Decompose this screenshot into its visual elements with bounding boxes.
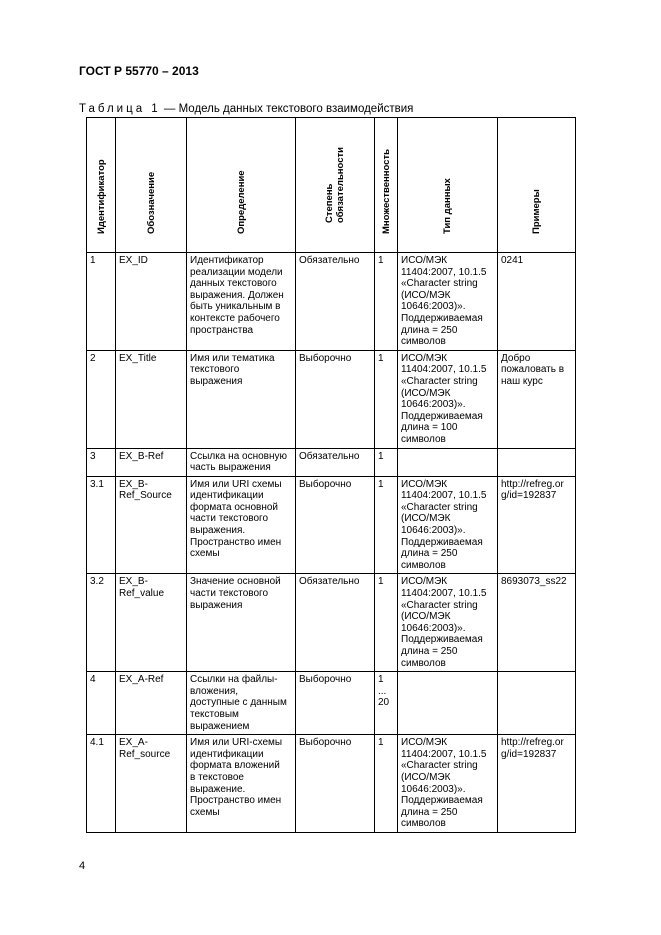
cell-designation: [116, 350, 187, 448]
column-header-datatype: [398, 118, 498, 253]
cell-datatype-line: символов: [401, 657, 446, 669]
cell-datatype-line: 10646:2003)».: [401, 301, 466, 313]
column-header-line: Обозначение: [145, 171, 157, 234]
cell-examples-line: http://refreg.or: [501, 478, 564, 490]
cell-multiplicity: [375, 476, 398, 574]
cell-multiplicity: [375, 574, 398, 672]
cell-datatype-line: длина = 250: [401, 324, 458, 336]
cell-designation-line: EX_ID: [119, 255, 148, 266]
cell-obligation: Выборочно: [296, 735, 375, 833]
column-header-line: Множественность: [380, 149, 392, 234]
cell-datatype-line: «Character string: [401, 375, 478, 387]
column-header-line: Примеры: [531, 189, 542, 234]
cell-multiplicity-line: 1: [378, 478, 384, 490]
column-header-examples: [498, 118, 576, 253]
cell-examples: [498, 574, 576, 672]
document-header: ГОСТ Р 55770 – 2013: [79, 64, 199, 78]
column-header-line: Определение: [235, 170, 247, 234]
table-row: [87, 735, 576, 833]
cell-examples: [498, 672, 576, 735]
cell-definition-line: Ссылки на файлы-: [190, 674, 278, 686]
cell-obligation: Выборочно: [296, 350, 375, 448]
cell-definition-line: пространства: [190, 324, 254, 336]
cell-multiplicity-line: 1: [378, 737, 384, 749]
cell-multiplicity-line: ...: [378, 685, 387, 697]
cell-examples-line: 8693073_ss22: [501, 576, 567, 588]
cell-definition-line: выражения: [190, 599, 243, 611]
cell-definition-line: части текстового: [190, 588, 269, 600]
cell-datatype-line: Поддерживаемая: [401, 312, 483, 324]
cell-definition-line: выражением: [190, 720, 250, 732]
cell-datatype-line: символов: [401, 559, 446, 571]
table-row: [87, 574, 576, 672]
cell-definition-line: Имя или URI-схемы: [190, 737, 283, 749]
cell-examples-line: Добро: [501, 352, 531, 364]
cell-datatype-line: 10646:2003)».: [401, 525, 466, 537]
cell-examples: [498, 448, 576, 476]
cell-datatype-line: 10646:2003)».: [401, 622, 466, 634]
column-header-label: [531, 189, 542, 234]
cell-datatype-line: 10646:2003)».: [401, 399, 466, 411]
table-row: [87, 672, 576, 735]
cell-definition-line: выражение.: [190, 783, 246, 795]
cell-datatype: [398, 574, 498, 672]
cell-definition: [187, 672, 296, 735]
cell-definition-line: Значение основной: [190, 576, 281, 588]
cell-datatype-line: 10646:2003)».: [401, 783, 466, 795]
cell-examples-line: g/id=192837: [501, 748, 557, 760]
cell-examples-line: 0241: [501, 255, 524, 266]
cell-definition-line: Имя или URI схемы: [190, 478, 282, 490]
cell-datatype-line: (ИСО/МЭК: [401, 771, 451, 783]
cell-definition: [187, 574, 296, 672]
cell-definition: [187, 476, 296, 574]
cell-designation-line: Ref_Source: [119, 490, 172, 502]
cell-designation-line: Ref_value: [119, 588, 165, 600]
cell-identifier: 3: [87, 448, 116, 476]
cell-definition-line: текстовым: [190, 708, 239, 720]
table-row: [87, 350, 576, 448]
cell-definition-line: идентификации: [190, 490, 264, 502]
cell-examples: [498, 476, 576, 574]
cell-datatype-line: «Character string: [401, 760, 478, 772]
cell-definition-line: Идентификатор: [190, 255, 264, 266]
cell-multiplicity-line: 1: [378, 255, 384, 266]
cell-datatype-line: ИСО/МЭК: [401, 478, 448, 490]
cell-designation-line: EX_Title: [119, 352, 157, 364]
cell-datatype-line: (ИСО/МЭК: [401, 513, 451, 525]
cell-definition-line: выражения: [190, 375, 243, 387]
cell-datatype-line: Поддерживаемая: [401, 536, 483, 548]
cell-designation: [116, 448, 187, 476]
cell-definition-line: Ссылка на основную: [190, 450, 288, 462]
cell-datatype-line: символов: [401, 818, 446, 830]
column-header-line: Тип данных: [442, 178, 453, 234]
cell-datatype-line: ИСО/МЭК: [401, 255, 448, 266]
cell-datatype: [398, 350, 498, 448]
cell-multiplicity: [375, 350, 398, 448]
table-row: [87, 253, 576, 351]
cell-designation: [116, 476, 187, 574]
cell-datatype-line: 11404:2007, 10.1.5: [401, 588, 487, 600]
cell-designation-line: EX_A-: [119, 737, 148, 749]
cell-obligation: Обязательно: [296, 448, 375, 476]
cell-definition-line: быть уникальным в: [190, 301, 281, 313]
column-header-label: [324, 147, 346, 223]
cell-datatype-line: 11404:2007, 10.1.5: [401, 364, 487, 376]
column-header-identifier: [87, 118, 116, 253]
cell-datatype-line: (ИСО/МЭК: [401, 611, 451, 623]
cell-identifier: 3.2: [87, 574, 116, 672]
cell-datatype-line: Поддерживаемая: [401, 795, 483, 807]
cell-multiplicity-line: 20: [378, 697, 390, 709]
cell-obligation: Обязательно: [296, 574, 375, 672]
cell-datatype-line: символов: [401, 336, 446, 348]
cell-obligation: Выборочно: [296, 672, 375, 735]
cell-datatype-line: «Character string: [401, 278, 478, 290]
cell-definition-line: выражения.: [190, 525, 246, 537]
cell-definition-line: контексте рабочего: [190, 312, 280, 324]
column-header-label: [96, 159, 107, 234]
table-caption-title: — Модель данных текстового взаимодействия: [163, 103, 414, 115]
cell-definition: [187, 735, 296, 833]
cell-definition: [187, 350, 296, 448]
cell-datatype: [398, 253, 498, 351]
cell-definition-line: вложения,: [190, 685, 239, 697]
cell-datatype-line: Поддерживаемая: [401, 634, 483, 646]
cell-multiplicity: [375, 253, 398, 351]
cell-examples: [498, 350, 576, 448]
cell-designation-line: EX_B-: [119, 576, 148, 588]
column-header-definition: [187, 118, 296, 253]
cell-datatype: [398, 735, 498, 833]
cell-examples-line: наш курс: [501, 375, 543, 387]
column-header-line: обязательности: [335, 147, 346, 223]
cell-datatype-line: 11404:2007, 10.1.5: [401, 748, 487, 760]
cell-definition-line: текстового: [190, 364, 240, 376]
table-caption: [79, 103, 413, 115]
page-number: 4: [79, 860, 86, 872]
cell-definition-line: Имя или тематика: [190, 352, 275, 364]
cell-multiplicity: [375, 448, 398, 476]
cell-definition-line: часть выражения: [190, 462, 271, 474]
column-header-label: [236, 170, 247, 234]
cell-definition-line: формата основной: [190, 501, 279, 513]
cell-definition-line: Пространство имен: [190, 536, 282, 548]
cell-examples: [498, 735, 576, 833]
cell-multiplicity-line: 1: [378, 674, 384, 686]
cell-multiplicity: [375, 735, 398, 833]
cell-identifier: 4: [87, 672, 116, 735]
cell-definition: [187, 448, 296, 476]
cell-datatype-line: длина = 250: [401, 806, 458, 818]
cell-datatype-line: ИСО/МЭК: [401, 352, 448, 364]
cell-definition-line: выражения. Должен: [190, 289, 284, 301]
cell-identifier: 2: [87, 350, 116, 448]
cell-examples-line: пожаловать в: [501, 364, 565, 376]
cell-obligation: Обязательно: [296, 253, 375, 351]
column-header-multiplicity: [375, 118, 398, 253]
cell-identifier: 3.1: [87, 476, 116, 574]
cell-definition-line: в текстовое: [190, 771, 244, 783]
cell-datatype: [398, 448, 498, 476]
table-caption-label: Таблица 1: [79, 103, 161, 115]
cell-obligation: Выборочно: [296, 476, 375, 574]
cell-examples: [498, 253, 576, 351]
column-header-label: [381, 149, 392, 234]
column-header-label: [442, 178, 453, 234]
cell-definition: [187, 253, 296, 351]
cell-designation: [116, 735, 187, 833]
cell-datatype-line: (ИСО/МЭК: [401, 289, 451, 301]
cell-designation-line: EX_B-Ref: [119, 450, 164, 462]
cell-datatype-line: 11404:2007, 10.1.5: [401, 266, 487, 278]
table-row: [87, 448, 576, 476]
cell-datatype-line: Поддерживаемая: [401, 410, 483, 422]
cell-datatype-line: символов: [401, 433, 446, 445]
column-header-line: Степень: [324, 183, 335, 223]
cell-datatype-line: (ИСО/МЭК: [401, 387, 451, 399]
cell-datatype-line: длина = 100: [401, 422, 458, 434]
cell-multiplicity: [375, 672, 398, 735]
cell-datatype-line: ИСО/МЭК: [401, 737, 448, 749]
cell-datatype-line: длина = 250: [401, 646, 458, 657]
cell-definition-line: данных текстового: [190, 278, 277, 290]
cell-identifier: 4.1: [87, 735, 116, 833]
column-header-obligation: [296, 118, 375, 253]
cell-multiplicity-line: 1: [378, 450, 384, 462]
cell-examples-line: http://refreg.or: [501, 737, 564, 749]
column-header-label: [146, 172, 157, 234]
cell-designation-line: Ref_source: [119, 748, 171, 760]
cell-multiplicity-line: 1: [378, 576, 384, 588]
cell-definition-line: Пространство имен: [190, 795, 282, 807]
cell-datatype-line: 11404:2007, 10.1.5: [401, 490, 487, 502]
cell-datatype-line: ИСО/МЭК: [401, 576, 448, 588]
cell-datatype-line: «Character string: [401, 599, 478, 611]
cell-designation-line: EX_A-Ref: [119, 674, 164, 686]
cell-multiplicity-line: 1: [378, 352, 384, 364]
table-row: [87, 476, 576, 574]
cell-definition-line: схемы: [190, 806, 220, 818]
cell-designation-line: EX_B-: [119, 478, 148, 490]
cell-designation: [116, 253, 187, 351]
cell-datatype-line: «Character string: [401, 501, 478, 513]
cell-datatype: [398, 476, 498, 574]
cell-definition-line: реализации модели: [190, 266, 283, 278]
table-header-row: [87, 118, 576, 253]
column-header-designation: [116, 118, 187, 253]
cell-definition-line: идентификации: [190, 748, 264, 760]
cell-definition-line: формата вложений: [190, 760, 280, 772]
cell-designation: [116, 672, 187, 735]
cell-identifier: 1: [87, 253, 116, 351]
cell-definition-line: части текстового: [190, 513, 269, 525]
table-body: [87, 118, 576, 833]
data-model-table: [86, 117, 576, 833]
cell-definition-line: доступные с данным: [190, 697, 287, 709]
cell-definition-line: схемы: [190, 548, 220, 560]
cell-datatype: [398, 672, 498, 735]
column-header-line: Идентификатор: [95, 159, 107, 234]
cell-examples-line: g/id=192837: [501, 490, 557, 502]
cell-datatype-line: длина = 250: [401, 548, 458, 560]
cell-designation: [116, 574, 187, 672]
